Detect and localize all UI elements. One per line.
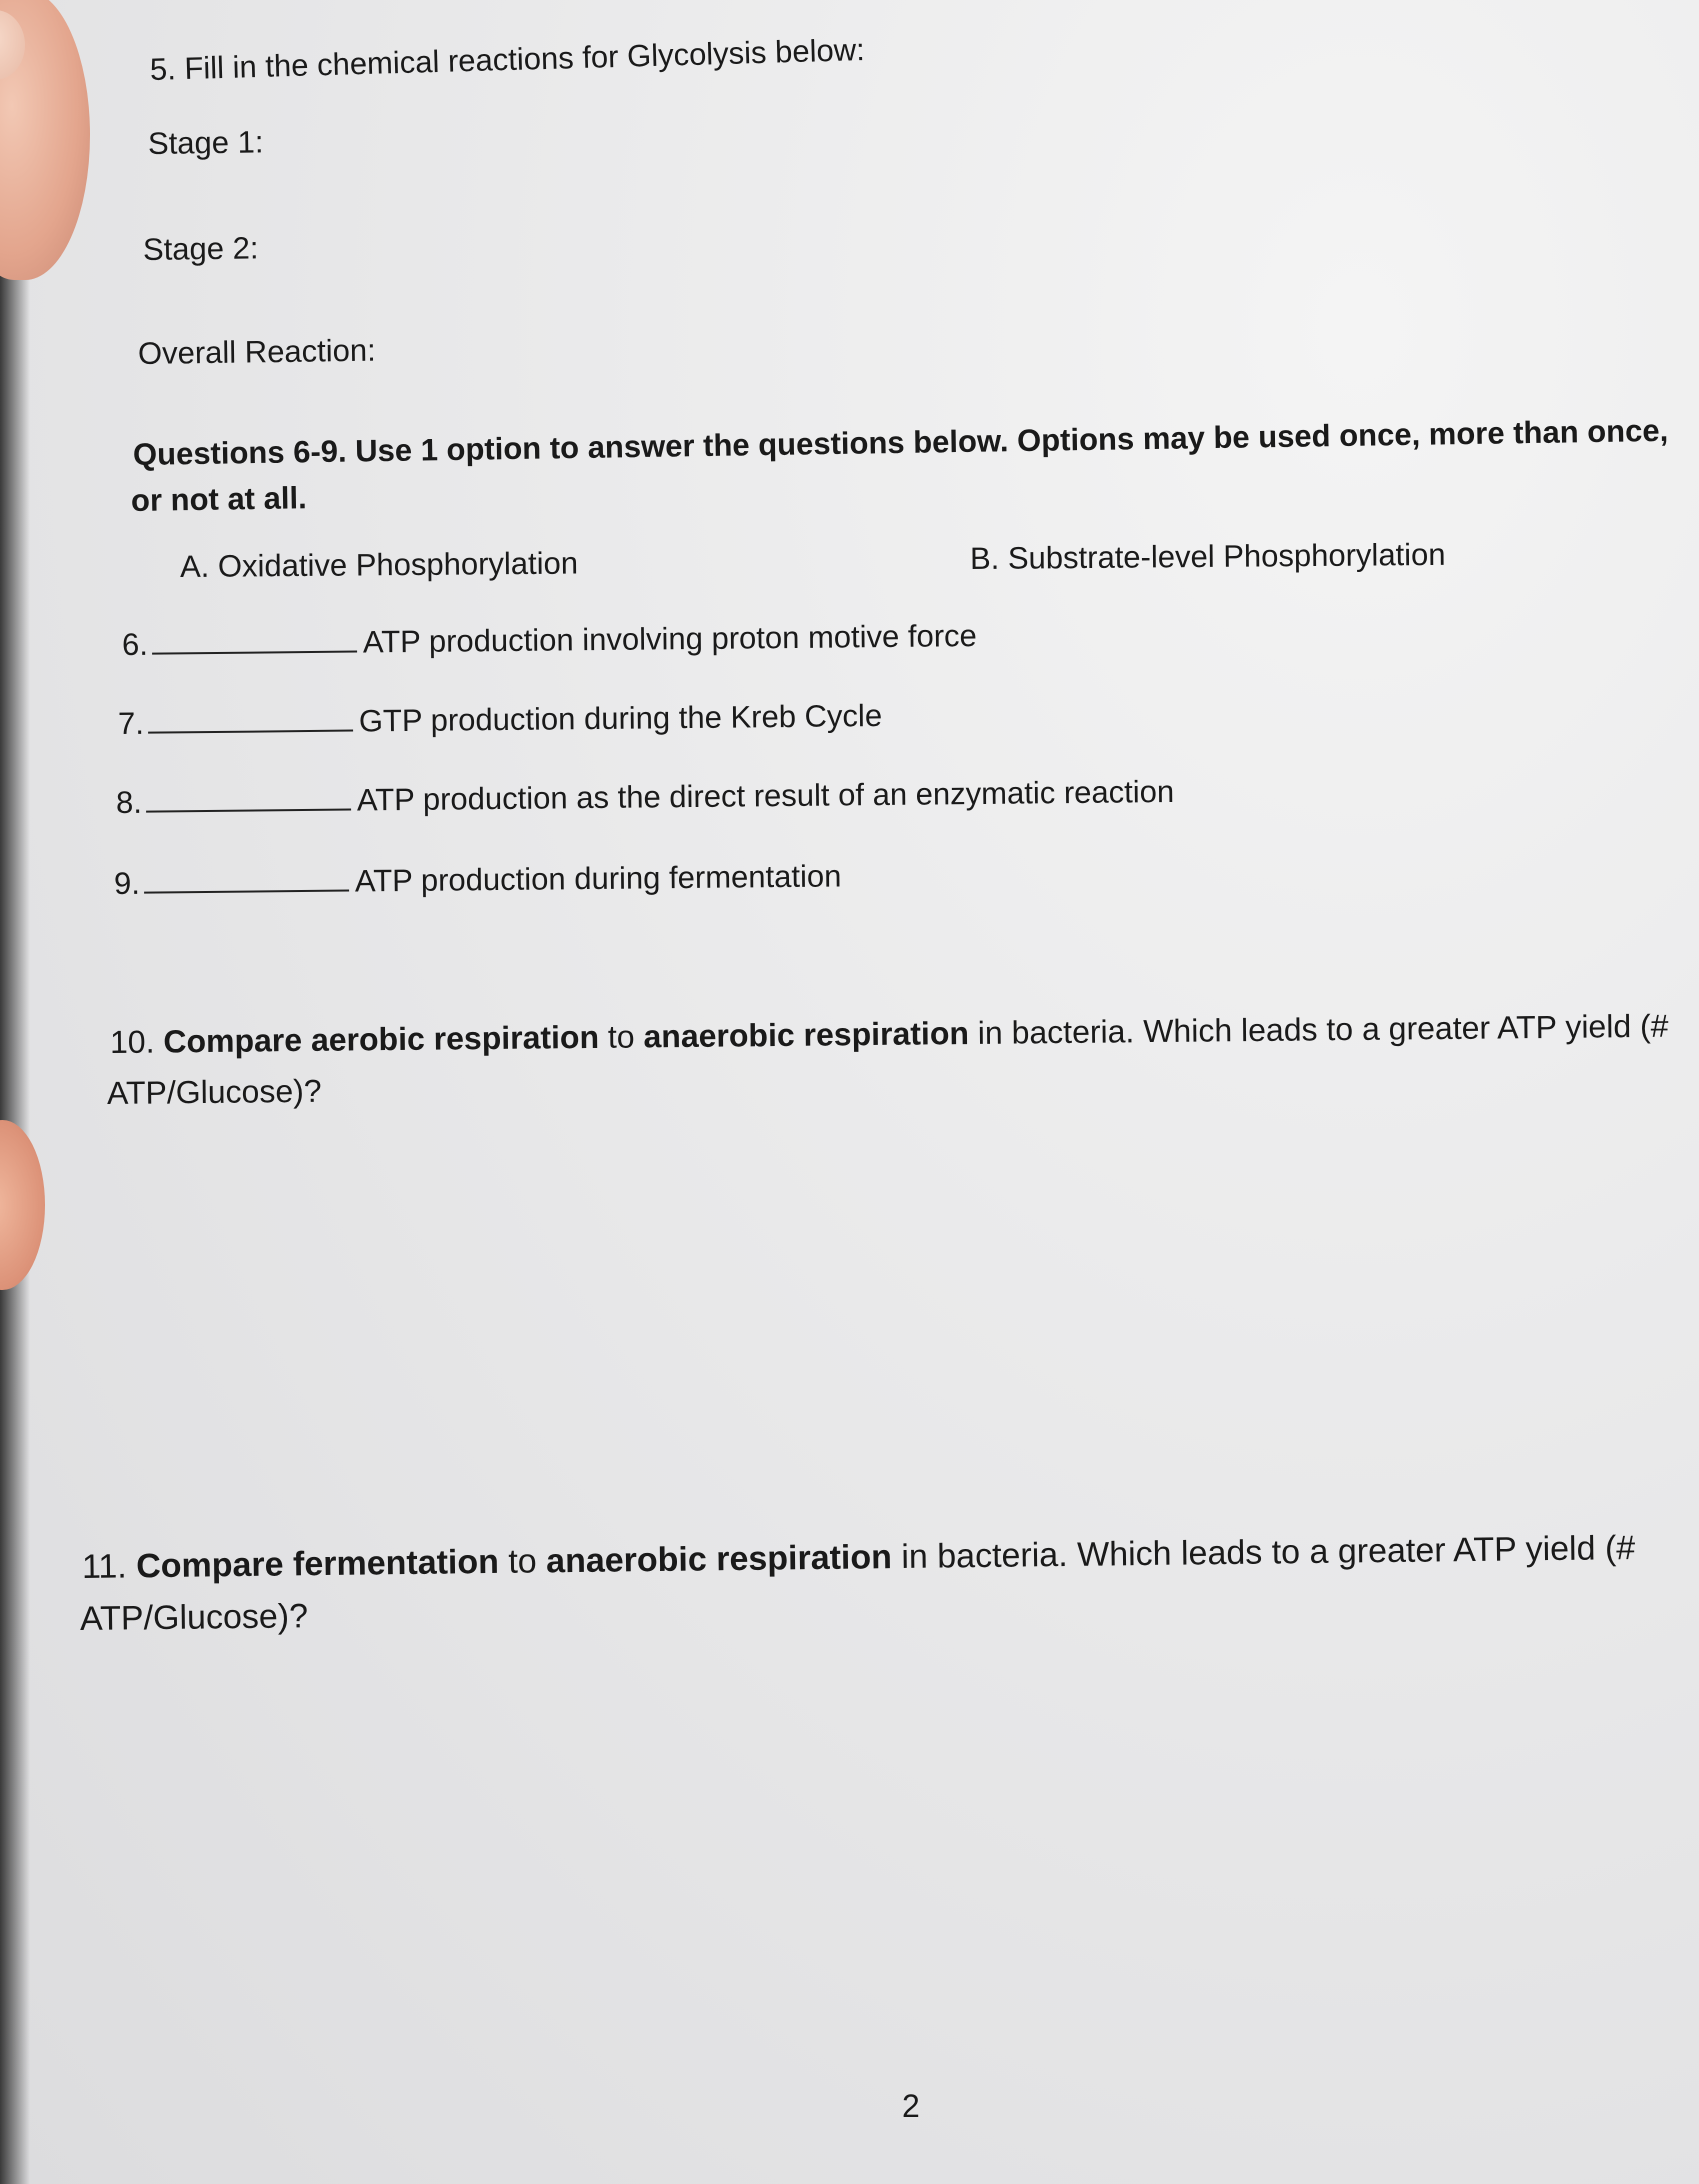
question-11-bold-1: Compare fermentation xyxy=(135,1542,500,1586)
question-8-number: 8. xyxy=(115,784,143,820)
question-6-number: 6. xyxy=(121,626,149,662)
question-9 xyxy=(114,858,842,902)
q5-prompt: 5. Fill in the chemical reactions for Glycolysis below: xyxy=(149,32,866,87)
question-9-answer-blank[interactable] xyxy=(144,889,349,894)
question-10-number: 10. xyxy=(109,1023,155,1060)
q6-9-instructions-line1: Questions 6-9. Use 1 option to answer the questions below. Options may be used once, more than once, xyxy=(132,412,1669,472)
finger-top-left xyxy=(0,0,90,280)
question-10-bold-1: Compare aerobic respiration xyxy=(163,1018,600,1060)
question-11-mid: to xyxy=(498,1542,547,1581)
question-10-line1 xyxy=(110,1008,1669,1061)
q5-overall-label: Overall Reaction: xyxy=(137,332,376,371)
page-number: 2 xyxy=(902,2088,920,2124)
question-9-number: 9. xyxy=(113,865,141,901)
fingernail xyxy=(0,10,25,80)
question-7-text: GTP production during the Kreb Cycle xyxy=(358,697,883,739)
question-6-answer-blank[interactable] xyxy=(152,650,357,655)
option-a: A. Oxidative Phosphorylation xyxy=(179,545,579,584)
page-edge-shadow xyxy=(0,0,30,2184)
q6-9-instructions-line2: or not at all. xyxy=(130,480,307,518)
question-11-bold-2: anaerobic respiration xyxy=(545,1538,893,1581)
finger-middle-left xyxy=(0,1120,45,1290)
question-10-line2: ATP/Glucose)? xyxy=(106,1072,322,1111)
q5-stage2-label: Stage 2: xyxy=(142,230,259,267)
question-11-line2: ATP/Glucose)? xyxy=(79,1597,309,1638)
question-6 xyxy=(122,618,977,663)
question-11-number: 11. xyxy=(81,1547,127,1586)
question-9-text: ATP production during fermentation xyxy=(354,858,842,899)
question-7-number: 7. xyxy=(117,705,145,741)
question-8-answer-blank[interactable] xyxy=(146,808,351,813)
question-7-answer-blank[interactable] xyxy=(148,729,353,734)
q5-stage1-label: Stage 1: xyxy=(147,124,264,161)
question-10-rest: in bacteria. Which leads to a greater ATP yield (# xyxy=(968,1007,1669,1052)
question-10-mid: to xyxy=(598,1018,644,1055)
question-6-text: ATP production involving proton motive force xyxy=(362,618,978,660)
question-10-bold-2: anaerobic respiration xyxy=(643,1015,970,1055)
option-b: B. Substrate-level Phosphorylation xyxy=(969,536,1446,576)
question-8-text: ATP production as the direct result of an enzymatic reaction xyxy=(356,773,1175,818)
question-7 xyxy=(118,698,882,742)
question-11-rest: in bacteria. Which leads to a greater ATP yield (# xyxy=(891,1529,1636,1577)
question-11-line1 xyxy=(82,1529,1636,1587)
question-8 xyxy=(116,774,1175,821)
